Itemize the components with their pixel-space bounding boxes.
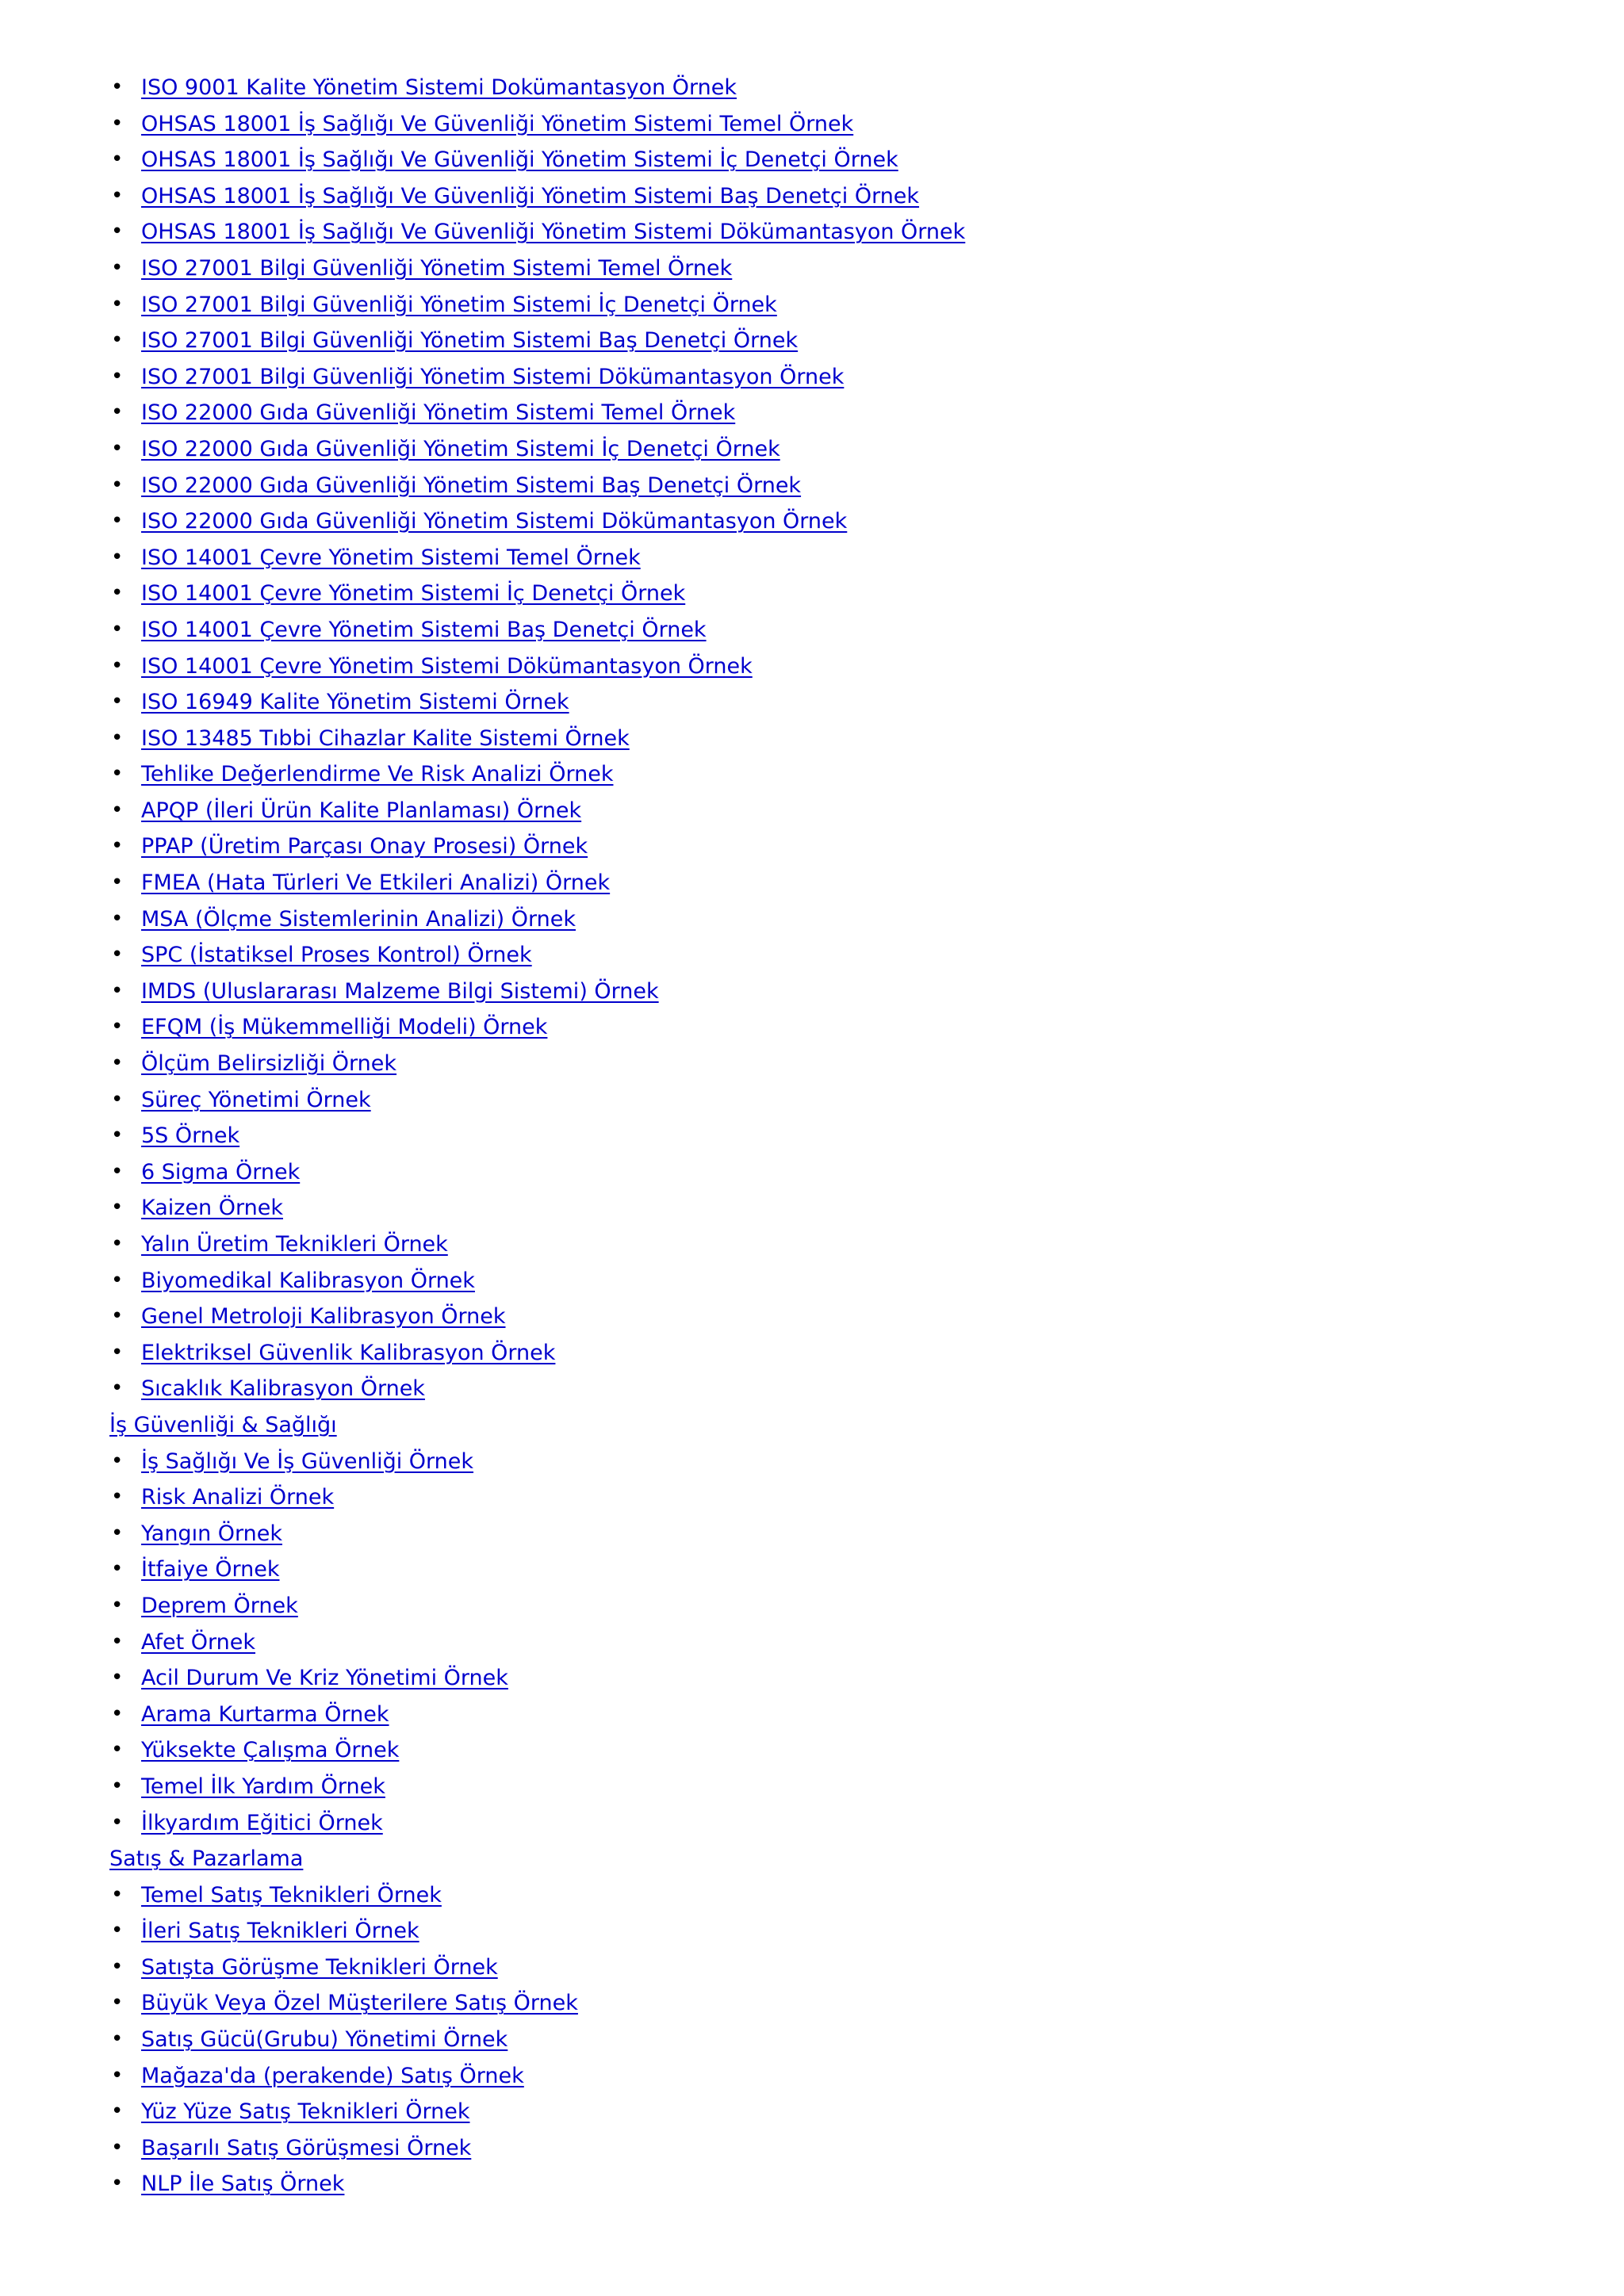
list-item [109,1154,1537,1191]
list-item-link[interactable]: Tehlike Değerlendirme Ve Risk Analizi Örnek [141,762,614,787]
list-item [109,1263,1537,1299]
list-item-link[interactable]: Satışta Görüşme Teknikleri Örnek [141,1954,498,1980]
list-item-link[interactable]: Başarılı Satış Görüşmesi Örnek [141,2135,472,2160]
bullet-icon: • [111,978,124,1003]
bullet-icon: • [111,1738,124,1762]
bullet-icon: • [111,436,124,461]
bullet-icon: • [111,1629,124,1654]
bullet-icon: • [111,1882,124,1907]
list-item-link[interactable]: Kaizen Örnek [141,1196,283,1221]
bullet-icon: • [111,1485,124,1510]
bullet-icon: • [111,798,124,822]
list-item [109,756,1537,793]
list-item [109,1805,1537,1842]
bullet-icon: • [111,1774,124,1798]
list-item [109,1190,1537,1226]
bullet-icon: • [111,545,124,569]
bullet-icon: • [111,1701,124,1726]
section-heading [109,1407,1537,1444]
list-item [109,937,1537,974]
bullet-icon: • [111,653,124,678]
bullet-icon: • [111,1376,124,1401]
list-item [109,395,1537,431]
list-item-link[interactable]: Temel Satış Teknikleri Örnek [141,1882,442,1908]
list-item-link[interactable]: EFQM (İş Mükemmelliği Modeli) Örnek [141,1015,548,1040]
bullet-icon: • [111,364,124,388]
list-item-link[interactable]: Biyomedikal Kalibrasyon Örnek [141,1268,475,1293]
bullet-icon: • [111,1051,124,1076]
bullet-icon: • [111,1196,124,1220]
list-item-link[interactable]: 6 Sigma Örnek [141,1159,301,1184]
list-item-link[interactable]: Büyük Veya Özel Müşterilere Satış Örnek [141,1991,578,2016]
document-body [109,70,1537,2202]
bullet-icon: • [111,2135,124,2160]
list-item [109,1697,1537,1733]
list-item [109,1335,1537,1372]
list-item [109,1588,1537,1624]
bullet-icon: • [111,1954,124,1979]
list-item [109,2058,1537,2095]
bullet-icon: • [111,725,124,750]
list-item-link[interactable]: ISO 22000 Gıda Güvenliği Yönetim Sistemi Dökümantasyon Örnek [141,509,848,534]
list-item-link[interactable]: Yüksekte Çalışma Örnek [141,1738,400,1763]
list-item-link[interactable]: Genel Metroloji Kalibrasyon Örnek [141,1304,506,1330]
list-item-link[interactable]: ISO 14001 Çevre Yönetim Sistemi Baş Denetçi Örnek [141,617,707,642]
list-item [109,1479,1537,1516]
list-item-link[interactable]: Mağaza'da (perakende) Satış Örnek [141,2063,524,2088]
list-item-link[interactable]: ISO 27001 Bilgi Güvenliği Yönetim Sistemi Dökümantasyon Örnek [141,364,845,389]
list-item [109,1118,1537,1154]
bullet-icon: • [111,690,124,714]
bullet-icon: • [111,292,124,316]
bullet-icon: • [111,943,124,967]
list-item [109,1913,1537,1950]
list-item [109,540,1537,576]
bullet-icon: • [111,473,124,497]
section-heading [109,1841,1537,1877]
bullet-icon: • [111,220,124,244]
bullet-icon: • [111,2172,124,2196]
bullet-icon: • [111,147,124,172]
bullet-icon: • [111,581,124,606]
list-item [109,251,1537,287]
list-item-link[interactable]: Satış Gücü(Grubu) Yönetimi Örnek [141,2027,508,2053]
bullet-icon: • [111,1087,124,1112]
list-item [109,1299,1537,1335]
list-item [109,1046,1537,1082]
list-item-link[interactable]: ISO 22000 Gıda Güvenliği Yönetim Sistemi İç Denetçi Örnek [141,436,780,461]
list-item [109,1985,1537,2022]
list-item [109,1371,1537,1407]
bullet-icon: • [111,1340,124,1364]
list-item [109,649,1537,685]
list-item-link[interactable]: Yangın Örnek [141,1521,283,1546]
bullet-icon: • [111,906,124,931]
list-item [109,431,1537,468]
list-item-link[interactable]: ISO 27001 Bilgi Güvenliği Yönetim Sistemi Baş Denetçi Örnek [141,328,799,354]
bullet-icon: • [111,1015,124,1039]
list-item-link[interactable]: Yüz Yüze Satış Teknikleri Örnek [141,2099,470,2125]
list-item-link[interactable]: OHSAS 18001 İş Sağlığı Ve Güvenliği Yönetim Sistemi Dökümantasyon Örnek [141,220,966,245]
list-item-link[interactable]: İlkyardım Eğitici Örnek [141,1810,383,1835]
bullet-icon: • [111,762,124,786]
list-item [109,793,1537,829]
list-item [109,721,1537,757]
bullet-icon: • [111,255,124,280]
list-item [109,1660,1537,1697]
bullet-icon: • [111,1448,124,1473]
bullet-icon: • [111,2099,124,2124]
list-item [109,214,1537,251]
list-item [109,1552,1537,1588]
list-item-link[interactable]: IMDS (Uluslararası Malzeme Bilgi Sistemi) Örnek [141,978,659,1004]
list-item [109,323,1537,359]
section-heading-link[interactable]: İş Güvenliği & Sağlığı [109,1412,337,1437]
list-item-link[interactable]: ISO 22000 Gıda Güvenliği Yönetim Sistemi Baş Denetçi Örnek [141,473,802,498]
list-item-link[interactable]: Risk Analizi Örnek [141,1485,335,1510]
list-item [109,576,1537,612]
list-item-link[interactable]: ISO 9001 Kalite Yönetim Sistemi Dokümantasyon Örnek [141,75,737,100]
bullet-icon: • [111,1810,124,1835]
list-item [109,1516,1537,1552]
list-item-link[interactable]: Arama Kurtarma Örnek [141,1701,389,1727]
list-item [109,865,1537,901]
list-item-link[interactable]: İtfaiye Örnek [141,1557,280,1582]
list-item [109,468,1537,504]
list-item [109,1624,1537,1661]
list-item [109,1732,1537,1769]
bullet-icon: • [111,1232,124,1256]
bullet-icon: • [111,1666,124,1690]
list-item-link[interactable]: ISO 14001 Çevre Yönetim Sistemi Temel Örnek [141,545,641,570]
list-item [109,612,1537,649]
list-item-link[interactable]: ISO 14001 Çevre Yönetim Sistemi İç Denetçi Örnek [141,581,686,607]
list-item-link[interactable]: SPC (İstatiksel Proses Kontrol) Örnek [141,943,532,968]
list-item [109,106,1537,143]
bullet-icon: • [111,400,124,425]
bullet-icon: • [111,1991,124,2015]
list-item-link[interactable]: PPAP (Üretim Parçası Onay Prosesi) Örnek [141,834,588,859]
list-item [109,142,1537,178]
bullet-icon: • [111,328,124,353]
list-item-link[interactable]: Acil Durum Ve Kriz Yönetimi Örnek [141,1666,508,1691]
list-item [109,2130,1537,2167]
bullet-icon: • [111,75,124,99]
list-item-link[interactable]: ISO 13485 Tıbbi Cihazlar Kalite Sistemi Örnek [141,725,630,751]
list-item-link[interactable]: Temel İlk Yardım Örnek [141,1774,385,1799]
list-item-link[interactable]: OHSAS 18001 İş Sağlığı Ve Güvenliği Yönetim Sistemi Temel Örnek [141,111,854,136]
list-item-link[interactable]: Süreç Yönetimi Örnek [141,1087,371,1112]
list-item-link[interactable]: Yalın Üretim Teknikleri Örnek [141,1232,448,1257]
list-item-link[interactable]: Ölçüm Belirsizliği Örnek [141,1051,397,1077]
list-item-link[interactable]: İş Sağlığı Ve İş Güvenliği Örnek [141,1448,474,1474]
bullet-icon: • [111,1919,124,1943]
list-item-link[interactable]: ISO 27001 Bilgi Güvenliği Yönetim Sistemi Temel Örnek [141,255,733,281]
list-item-link[interactable]: ISO 14001 Çevre Yönetim Sistemi Dökümantasyon Örnek [141,653,753,679]
bullet-icon: • [111,617,124,641]
list-item [109,1082,1537,1119]
bullet-icon: • [111,1268,124,1292]
list-item-link[interactable]: FMEA (Hata Türleri Ve Etkileri Analizi) Örnek [141,871,611,896]
list-item [109,974,1537,1010]
list-item [109,178,1537,215]
list-item-link[interactable]: ISO 22000 Gıda Güvenliği Yönetim Sistemi Temel Örnek [141,400,736,426]
bullet-icon: • [111,1123,124,1148]
bullet-icon: • [111,1304,124,1329]
list-item [109,359,1537,396]
list-item [109,684,1537,721]
list-item-link[interactable]: Deprem Örnek [141,1593,298,1618]
list-item [109,287,1537,323]
bullet-icon: • [111,834,124,859]
bullet-icon: • [111,183,124,208]
list-item [109,828,1537,865]
list-item-link[interactable]: OHSAS 18001 İş Sağlığı Ve Güvenliği Yönetim Sistemi İç Denetçi Örnek [141,147,898,173]
list-item-link[interactable]: Sıcaklık Kalibrasyon Örnek [141,1376,425,1402]
list-item [109,1226,1537,1263]
bullet-icon: • [111,1557,124,1582]
list-item [109,901,1537,938]
list-item [109,503,1537,540]
list-item-link[interactable]: MSA (Ölçme Sistemlerinin Analizi) Örnek [141,906,576,932]
list-item-link[interactable]: Afet Örnek [141,1629,256,1655]
bullet-icon: • [111,509,124,534]
bullet-icon: • [111,1593,124,1617]
list-item [109,1444,1537,1480]
list-item [109,1009,1537,1046]
list-item [109,70,1537,106]
list-item-link[interactable]: APQP (İleri Ürün Kalite Planlaması) Örnek [141,798,582,823]
list-item-link[interactable]: ISO 16949 Kalite Yönetim Sistemi Örnek [141,690,569,715]
list-item [109,2022,1537,2058]
bullet-icon: • [111,2063,124,2087]
list-item [109,2094,1537,2130]
list-item-link[interactable]: İleri Satış Teknikleri Örnek [141,1919,419,1944]
bullet-icon: • [111,1521,124,1545]
list-item [109,2166,1537,2202]
bullet-icon: • [111,1159,124,1184]
bullet-icon: • [111,2027,124,2052]
list-item-link[interactable]: Elektriksel Güvenlik Kalibrasyon Örnek [141,1340,556,1365]
bullet-icon: • [111,871,124,895]
list-item [109,1950,1537,1986]
bullet-icon: • [111,111,124,136]
list-item [109,1769,1537,1805]
section-heading-link[interactable]: Satış & Pazarlama [109,1846,304,1872]
list-item-link[interactable]: 5S Örnek [141,1123,240,1149]
list-item-link[interactable]: OHSAS 18001 İş Sağlığı Ve Güvenliği Yönetim Sistemi Baş Denetçi Örnek [141,183,920,209]
list-item [109,1877,1537,1914]
list-item-link[interactable]: NLP İle Satış Örnek [141,2172,345,2197]
list-item-link[interactable]: ISO 27001 Bilgi Güvenliği Yönetim Sistemi İç Denetçi Örnek [141,292,777,317]
